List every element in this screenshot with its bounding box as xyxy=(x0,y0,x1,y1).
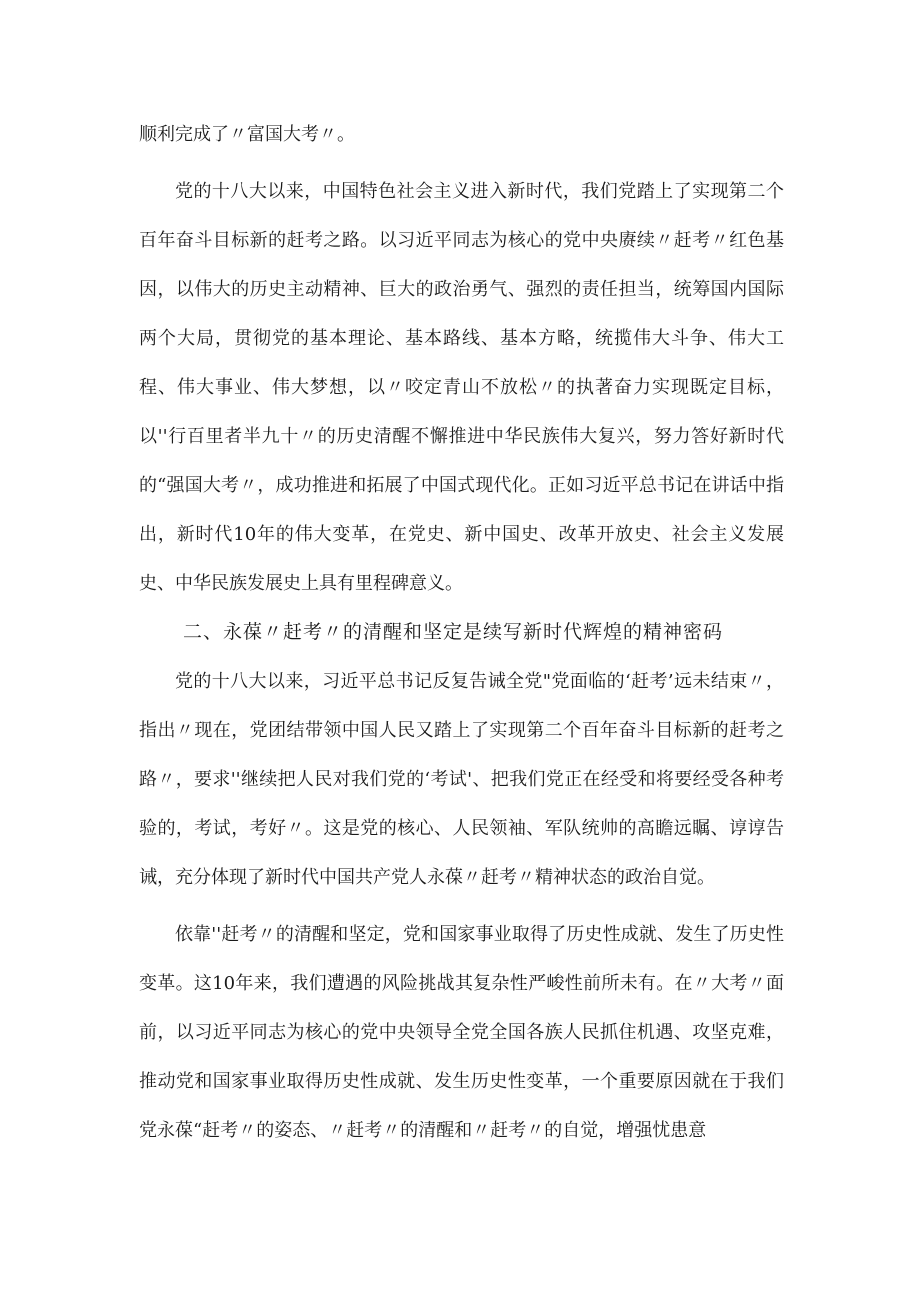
paragraph-continuation: 顺利完成了〃富国大考〃。 xyxy=(139,124,355,145)
paragraph-gap xyxy=(139,159,784,167)
paragraph-warning: 党的十八大以来，习近平总书记反复告诫全党"党面临的‘赶考’远未结束〃，指出〃现在，党团结带领中国人民又踏上了实现第二个百年奋斗目标新的赶考之路〃，要求''继续把人民对我们党的‘考试'、把我们党正在经受和将要经受各种考验的，考试，考好〃。这是党的核心、人民领袖、军队统帅的高瞻远瞩、谆谆告诫，充分体现了新时代中国共产党人永葆〃赶考〃精神状态的政治自觉。 xyxy=(139,671,784,888)
section-heading: 二、永葆〃赶考〃的清醒和坚定是续写新时代辉煌的精神密码 xyxy=(183,621,724,643)
paragraph-achievements: 依靠''赶考〃的清醒和坚定，党和国家事业取得了历史性成就、发生了历史性变革。这10年来，我们遭遇的风险挑战其复杂性严峻性前所未有。在〃大考〃面前，以习近平同志为核心的党中央领导全党全国各族人民抓住机遇、攻坚克难，推动党和国家事业取得历史性成就、发生历史性变革，一个重要原因就在于我们党永葆“赶考〃的姿态、〃赶考〃的清醒和〃赶考〃的自觉，增强忧患意 xyxy=(139,924,784,1141)
paragraph-gap xyxy=(139,902,784,910)
paragraph-new-era: 党的十八大以来，中国特色社会主义进入新时代，我们党踏上了实现第二个百年奋斗目标新的赶考之路。以习近平同志为核心的党中央赓续〃赶考〃红色基因，以伟大的历史主动精神、巨大的政治勇气、强烈的责任担当，统筹国内国际两个大局，贯彻党的基本理论、基本路线、基本方略，统揽伟大斗争、伟大工程、伟大事业、伟大梦想，以〃咬定青山不放松〃的执著奋力实现既定目标，以''行百里者半九十〃的历史清醒不懈推进中华民族伟大复兴，努力答好新时代的“强国大考〃，成功推进和拓展了中国式现代化。正如习近平总书记在讲话中指出，新时代10年的伟大变革，在党史、新中国史、改革开放史、社会主义发展史、中华民族发展史上具有里程碑意义。 xyxy=(139,181,784,594)
document-body xyxy=(139,110,784,1155)
